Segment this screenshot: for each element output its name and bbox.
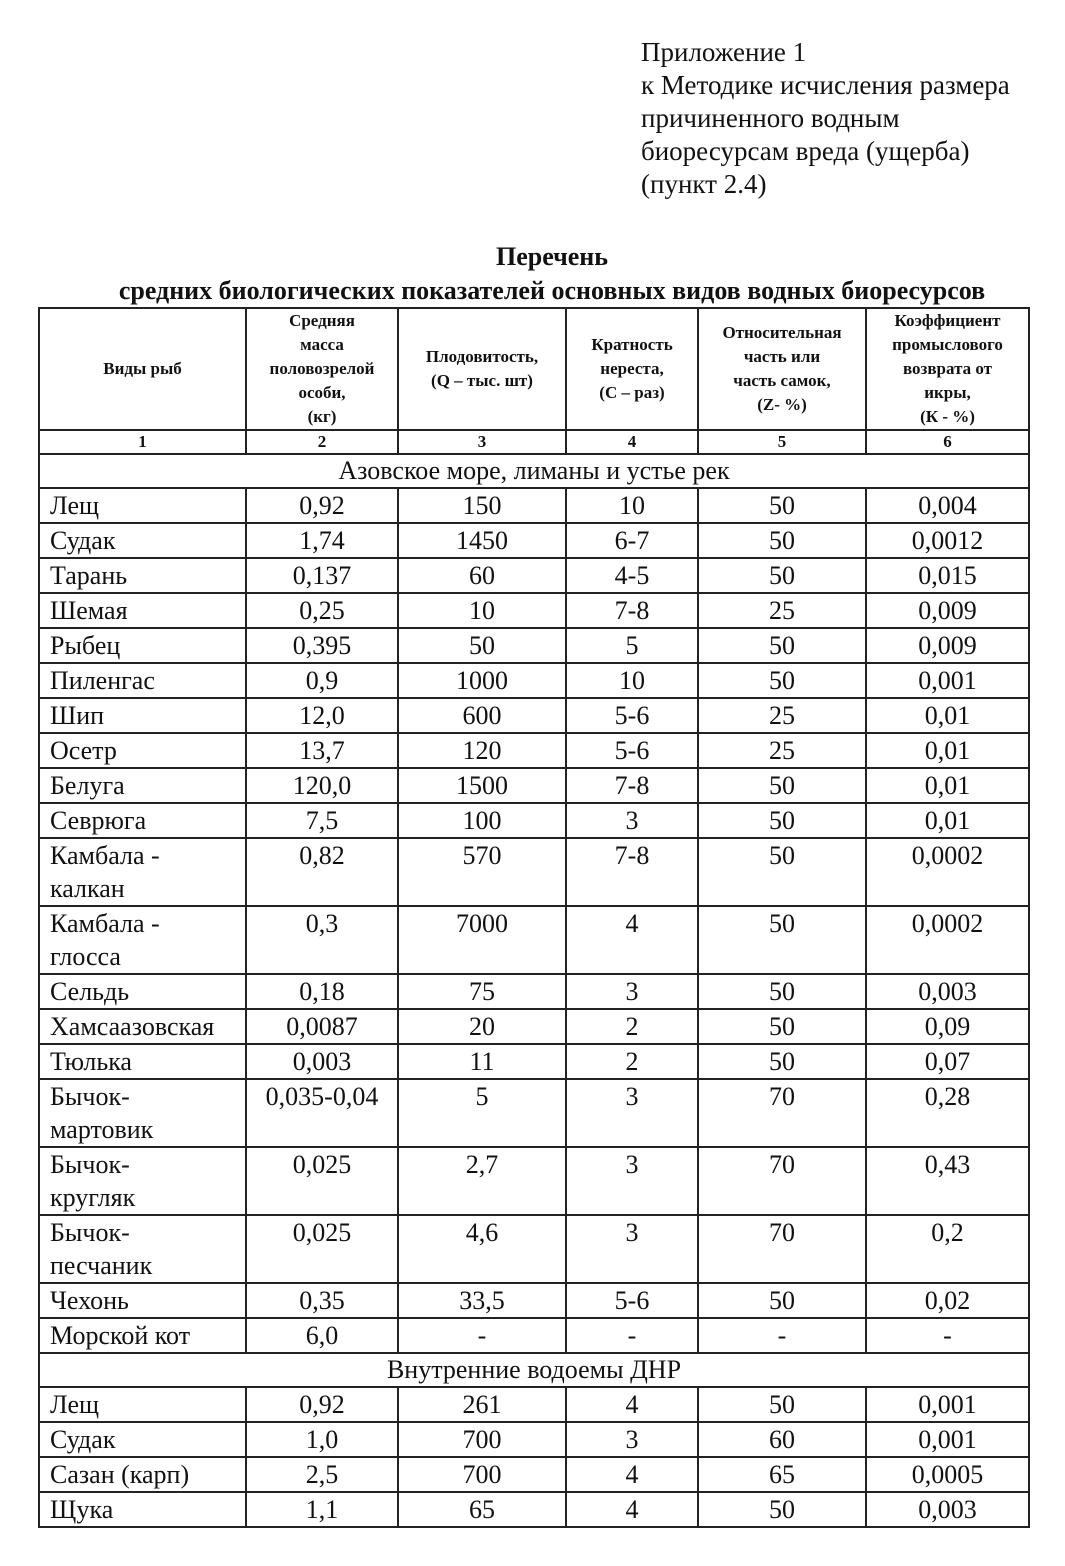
value-cell: 0,003: [866, 974, 1029, 1009]
species-cell: [39, 628, 246, 663]
value-cell: 50: [698, 906, 866, 974]
value-cell: 50: [698, 1492, 866, 1527]
appendix-line: биоресурсам вреда (ущерба): [641, 136, 970, 166]
table-row: [39, 523, 1029, 558]
column-header-line: (Q – тыс. шт): [431, 371, 533, 390]
value-cell: 25: [698, 593, 866, 628]
column-header-line: Средняя: [289, 311, 355, 330]
value-cell: 0,395: [246, 628, 398, 663]
species-name-line: Тюлька: [50, 1047, 132, 1076]
value-cell: 7,5: [246, 803, 398, 838]
table-row: [39, 1422, 1029, 1457]
value-cell: 120: [398, 733, 566, 768]
value-cell: 0,009: [866, 593, 1029, 628]
column-number: 6: [866, 430, 1029, 454]
value-cell: 25: [698, 733, 866, 768]
value-cell: 0,003: [246, 1044, 398, 1079]
table-row: [39, 1283, 1029, 1318]
value-cell: 0,43: [866, 1147, 1029, 1215]
species-cell: [39, 1492, 246, 1527]
value-cell: 0,015: [866, 558, 1029, 593]
column-header: [866, 308, 1029, 430]
value-cell: 570: [398, 838, 566, 906]
table-row: [39, 558, 1029, 593]
value-cell: 65: [398, 1492, 566, 1527]
value-cell: -: [566, 1318, 698, 1353]
value-cell: 0,0005: [866, 1457, 1029, 1492]
value-cell: 4: [566, 1457, 698, 1492]
column-header-line: Коэффициент: [894, 311, 1001, 330]
value-cell: 6,0: [246, 1318, 398, 1353]
header-row: [39, 308, 1029, 430]
species-cell: [39, 1079, 246, 1147]
species-cell: [39, 663, 246, 698]
value-cell: 50: [698, 838, 866, 906]
value-cell: 60: [398, 558, 566, 593]
table-row: [39, 628, 1029, 663]
value-cell: 0,92: [246, 488, 398, 523]
species-name-line: Пиленгас: [50, 666, 155, 695]
species-cell: [39, 803, 246, 838]
value-cell: 11: [398, 1044, 566, 1079]
column-header-line: часть или: [743, 347, 821, 366]
value-cell: 5-6: [566, 698, 698, 733]
table-row: [39, 488, 1029, 523]
value-cell: 0,01: [866, 698, 1029, 733]
species-cell: [39, 974, 246, 1009]
value-cell: 0,0002: [866, 838, 1029, 906]
value-cell: 70: [698, 1215, 866, 1283]
value-cell: 50: [698, 974, 866, 1009]
species-name-line: Судак: [50, 1425, 116, 1454]
value-cell: 7-8: [566, 838, 698, 906]
value-cell: 700: [398, 1422, 566, 1457]
value-cell: -: [698, 1318, 866, 1353]
value-cell: 10: [398, 593, 566, 628]
value-cell: 1450: [398, 523, 566, 558]
value-cell: 1,74: [246, 523, 398, 558]
species-name-line: Рыбец: [50, 631, 121, 660]
value-cell: 600: [398, 698, 566, 733]
value-cell: 0,0012: [866, 523, 1029, 558]
value-cell: 13,7: [246, 733, 398, 768]
species-name-line: Камбала -: [50, 909, 160, 938]
table-row: [39, 1457, 1029, 1492]
value-cell: 5: [566, 628, 698, 663]
species-cell: [39, 1387, 246, 1422]
value-cell: 0,02: [866, 1283, 1029, 1318]
table-row: [39, 1492, 1029, 1527]
species-name-line: Камбала -: [50, 841, 160, 870]
column-header-line: (С – раз): [599, 383, 665, 402]
species-cell: [39, 1422, 246, 1457]
appendix-line: Приложение 1: [641, 37, 807, 67]
species-name-line: Сазан (карп): [50, 1460, 190, 1489]
value-cell: 75: [398, 974, 566, 1009]
value-cell: 0,28: [866, 1079, 1029, 1147]
species-cell: [39, 733, 246, 768]
value-cell: 50: [698, 523, 866, 558]
column-header-line: часть самок,: [733, 371, 831, 390]
table-row: [39, 768, 1029, 803]
value-cell: 0,82: [246, 838, 398, 906]
table-row: [39, 974, 1029, 1009]
column-header-line: возврата от: [902, 359, 993, 378]
table-row: [39, 1318, 1029, 1353]
species-name-line: Шип: [50, 701, 105, 730]
species-cell: [39, 523, 246, 558]
section-title: Внутренние водоемы ДНР: [39, 1353, 1029, 1387]
value-cell: 3: [566, 1215, 698, 1283]
column-header-line: Относительная: [722, 323, 842, 342]
value-cell: 0,0087: [246, 1009, 398, 1044]
column-header-line: (кг): [307, 407, 337, 426]
column-header: [398, 308, 566, 430]
species-cell: [39, 906, 246, 974]
value-cell: 0,0002: [866, 906, 1029, 974]
value-cell: 4: [566, 906, 698, 974]
value-cell: 50: [698, 558, 866, 593]
species-cell: [39, 1283, 246, 1318]
value-cell: 6-7: [566, 523, 698, 558]
value-cell: 0,01: [866, 803, 1029, 838]
appendix-line: (пункт 2.4): [641, 169, 767, 199]
species-cell: [39, 488, 246, 523]
table-row: [39, 906, 1029, 974]
species-name-line: глосса: [50, 942, 121, 971]
column-header-line: (К - %): [920, 407, 975, 426]
section-row: [39, 1353, 1029, 1387]
value-cell: 0,001: [866, 1387, 1029, 1422]
column-header-line: масса: [300, 335, 344, 354]
column-number: 4: [566, 430, 698, 454]
value-cell: 0,003: [866, 1492, 1029, 1527]
value-cell: -: [866, 1318, 1029, 1353]
species-cell: [39, 1457, 246, 1492]
value-cell: 50: [698, 1387, 866, 1422]
species-name-line: Севрюга: [50, 806, 147, 835]
value-cell: 5: [398, 1079, 566, 1147]
value-cell: 4,6: [398, 1215, 566, 1283]
species-cell: [39, 1215, 246, 1283]
value-cell: 7-8: [566, 593, 698, 628]
species-name-line: калкан: [50, 874, 125, 903]
value-cell: 20: [398, 1009, 566, 1044]
species-cell: [39, 558, 246, 593]
column-header: [566, 308, 698, 430]
appendix-block: [641, 36, 1010, 201]
value-cell: 5-6: [566, 733, 698, 768]
value-cell: 50: [698, 768, 866, 803]
value-cell: 50: [698, 803, 866, 838]
table-row: [39, 663, 1029, 698]
value-cell: 0,25: [246, 593, 398, 628]
column-header-line: Виды рыб: [103, 359, 182, 378]
value-cell: 4: [566, 1492, 698, 1527]
species-name-line: мартовик: [50, 1115, 154, 1144]
species-name-line: Шемая: [50, 596, 128, 625]
table-row: [39, 593, 1029, 628]
column-number: 3: [398, 430, 566, 454]
species-name-line: Чехонь: [50, 1286, 129, 1315]
value-cell: 1,1: [246, 1492, 398, 1527]
value-cell: 50: [698, 1283, 866, 1318]
section-title: Азовское море, лиманы и устье рек: [39, 454, 1029, 488]
table-row: [39, 1079, 1029, 1147]
table-body: [39, 454, 1029, 1527]
value-cell: 50: [698, 488, 866, 523]
species-name-line: Щука: [50, 1495, 114, 1524]
column-number-row: [39, 430, 1029, 454]
table-row: [39, 803, 1029, 838]
species-name-line: Морской кот: [50, 1321, 191, 1350]
table-row: [39, 733, 1029, 768]
value-cell: 0,009: [866, 628, 1029, 663]
appendix-line: к Методике исчисления размера: [641, 70, 1010, 100]
value-cell: 0,07: [866, 1044, 1029, 1079]
column-header-line: Кратность: [591, 335, 673, 354]
column-header-line: (Z- %): [757, 395, 807, 414]
species-cell: [39, 1044, 246, 1079]
value-cell: 50: [698, 1044, 866, 1079]
value-cell: 12,0: [246, 698, 398, 733]
value-cell: 2: [566, 1009, 698, 1044]
table-row: [39, 698, 1029, 733]
value-cell: 4: [566, 1387, 698, 1422]
value-cell: 70: [698, 1147, 866, 1215]
species-name-line: Белуга: [50, 771, 125, 800]
value-cell: 50: [698, 628, 866, 663]
value-cell: 0,2: [866, 1215, 1029, 1283]
species-cell: [39, 593, 246, 628]
species-name-line: Бычок-: [50, 1218, 130, 1247]
table-row: [39, 1387, 1029, 1422]
species-name-line: Хамсаазовская: [50, 1012, 215, 1041]
value-cell: 0,18: [246, 974, 398, 1009]
species-name-line: песчаник: [50, 1251, 153, 1280]
value-cell: 25: [698, 698, 866, 733]
species-name-line: Сельдь: [50, 977, 130, 1006]
appendix-line: причиненного водным: [641, 103, 900, 133]
value-cell: 7000: [398, 906, 566, 974]
value-cell: 3: [566, 803, 698, 838]
species-name-line: Судак: [50, 526, 116, 555]
species-name-line: Осетр: [50, 736, 117, 765]
value-cell: 5-6: [566, 1283, 698, 1318]
column-header: [246, 308, 398, 430]
table-row: [39, 1147, 1029, 1215]
value-cell: 2: [566, 1044, 698, 1079]
value-cell: 0,35: [246, 1283, 398, 1318]
species-table: [38, 307, 1030, 1528]
species-cell: [39, 1318, 246, 1353]
species-name-line: Лещ: [50, 1390, 100, 1419]
section-row: [39, 454, 1029, 488]
value-cell: 0,01: [866, 768, 1029, 803]
column-number: 5: [698, 430, 866, 454]
value-cell: 0,035-0,04: [246, 1079, 398, 1147]
species-cell: [39, 698, 246, 733]
table-row: [39, 1044, 1029, 1079]
value-cell: 0,3: [246, 906, 398, 974]
species-name-line: Тарань: [50, 561, 128, 590]
table-row: [39, 838, 1029, 906]
value-cell: 100: [398, 803, 566, 838]
value-cell: 4-5: [566, 558, 698, 593]
value-cell: 0,004: [866, 488, 1029, 523]
table-row: [39, 1215, 1029, 1283]
column-header-line: особи,: [298, 383, 346, 402]
value-cell: 0,01: [866, 733, 1029, 768]
species-name-line: Лещ: [50, 491, 100, 520]
column-number: 2: [246, 430, 398, 454]
value-cell: 10: [566, 663, 698, 698]
value-cell: 2,5: [246, 1457, 398, 1492]
column-header-line: икры,: [924, 383, 971, 402]
value-cell: 1500: [398, 768, 566, 803]
species-name-line: кругляк: [50, 1183, 136, 1212]
species-name-line: Бычок-: [50, 1082, 130, 1111]
value-cell: 0,025: [246, 1215, 398, 1283]
value-cell: 50: [398, 628, 566, 663]
column-header: [39, 308, 246, 430]
value-cell: 3: [566, 974, 698, 1009]
value-cell: 0,9: [246, 663, 398, 698]
value-cell: 700: [398, 1457, 566, 1492]
value-cell: 150: [398, 488, 566, 523]
value-cell: 33,5: [398, 1283, 566, 1318]
value-cell: 1000: [398, 663, 566, 698]
species-cell: [39, 768, 246, 803]
value-cell: 1,0: [246, 1422, 398, 1457]
value-cell: 60: [698, 1422, 866, 1457]
column-header-line: промыслового: [892, 335, 1003, 354]
species-name-line: Бычок-: [50, 1150, 130, 1179]
value-cell: 50: [698, 663, 866, 698]
species-cell: [39, 1147, 246, 1215]
value-cell: 3: [566, 1147, 698, 1215]
value-cell: 2,7: [398, 1147, 566, 1215]
species-cell: [39, 1009, 246, 1044]
value-cell: 0,001: [866, 1422, 1029, 1457]
column-header-line: нереста,: [600, 359, 664, 378]
value-cell: 3: [566, 1422, 698, 1457]
document-subtitle: средних биологических показателей основных видов водных биоресурсов: [118, 276, 986, 305]
column-header-line: Плодовитость,: [425, 347, 539, 366]
value-cell: 0,09: [866, 1009, 1029, 1044]
value-cell: 10: [566, 488, 698, 523]
value-cell: 7-8: [566, 768, 698, 803]
value-cell: 120,0: [246, 768, 398, 803]
value-cell: 70: [698, 1079, 866, 1147]
value-cell: 0,137: [246, 558, 398, 593]
value-cell: 0,001: [866, 663, 1029, 698]
value-cell: 0,92: [246, 1387, 398, 1422]
value-cell: 3: [566, 1079, 698, 1147]
value-cell: 65: [698, 1457, 866, 1492]
species-cell: [39, 838, 246, 906]
column-number: 1: [39, 430, 246, 454]
column-header-line: половозрелой: [269, 359, 375, 378]
value-cell: 261: [398, 1387, 566, 1422]
value-cell: -: [398, 1318, 566, 1353]
value-cell: 50: [698, 1009, 866, 1044]
column-header: [698, 308, 866, 430]
table-row: [39, 1009, 1029, 1044]
value-cell: 0,025: [246, 1147, 398, 1215]
document-title: Перечень: [495, 242, 609, 271]
